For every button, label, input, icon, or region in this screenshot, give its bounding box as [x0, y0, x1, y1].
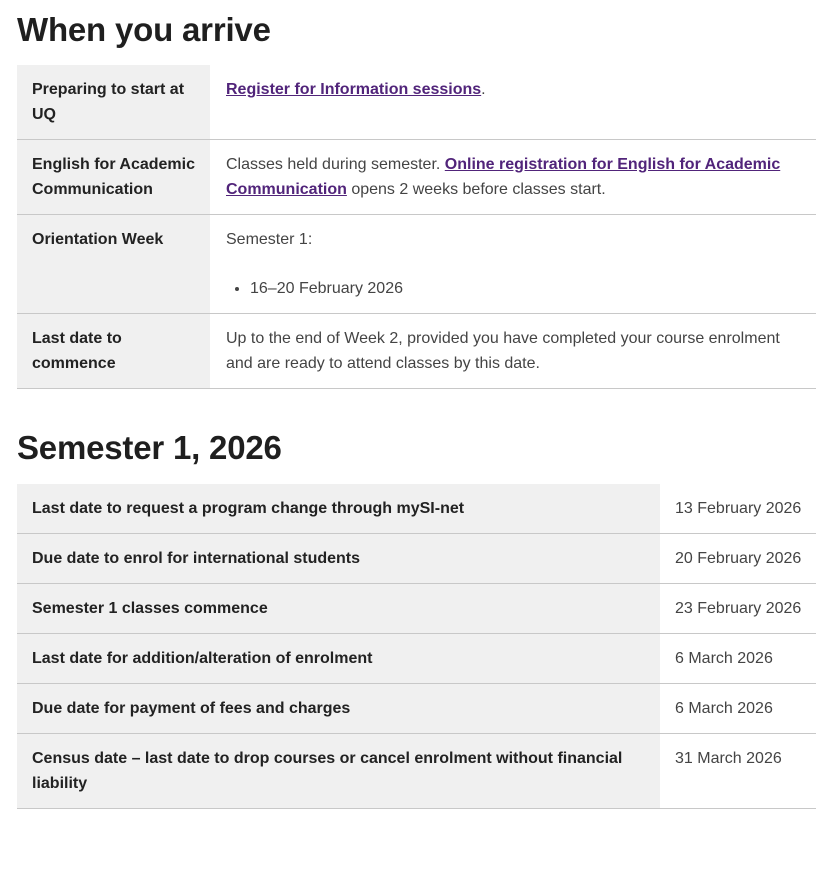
- orientation-semester-label: Semester 1:: [226, 231, 313, 248]
- row-date: 6 March 2026: [675, 650, 773, 667]
- semester-dates-table: [17, 484, 816, 809]
- table-row: [17, 734, 816, 809]
- row-label: Semester 1 classes commence: [17, 584, 660, 634]
- row-label: Due date to enrol for international students: [17, 534, 660, 584]
- row-date: 31 March 2026: [675, 750, 782, 767]
- table-row: [17, 534, 816, 584]
- english-intro-text: Classes held during semester.: [226, 156, 445, 173]
- link-suffix: .: [481, 81, 486, 98]
- table-row: [17, 584, 816, 634]
- table-row: [17, 140, 816, 215]
- row-label: Last date to request a program change through mySI-net: [17, 484, 660, 534]
- list-item: • 16–20 February 2026: [250, 276, 802, 301]
- row-date: 6 March 2026: [675, 700, 773, 717]
- row-label-preparing: Preparing to start at UQ: [17, 65, 210, 140]
- table-row: [17, 215, 816, 314]
- online-registration-link[interactable]: Online registration for English for Academic Communication: [226, 156, 781, 198]
- row-date: 20 February 2026: [675, 550, 802, 567]
- row-label: Last date for addition/alteration of enrolment: [17, 634, 660, 684]
- row-label-last-date: Last date to commence: [17, 314, 210, 389]
- table-row: [17, 314, 816, 389]
- row-label-orientation: Orientation Week: [17, 215, 210, 314]
- row-value-last-date: Up to the end of Week 2, provided you have completed your course enrolment and are ready to attend classes by this date.: [226, 330, 780, 372]
- row-value-english: [210, 140, 816, 215]
- table-row: [17, 634, 816, 684]
- row-date: 13 February 2026: [675, 500, 802, 517]
- row-value-preparing: [210, 65, 816, 140]
- table-row: [17, 65, 816, 140]
- orientation-dates-list: [226, 276, 802, 301]
- register-info-sessions-link[interactable]: Register for Information sessions: [226, 81, 482, 98]
- table-row: [17, 684, 816, 734]
- row-label-english: English for Academic Communication: [17, 140, 210, 215]
- row-label: Census date – last date to drop courses or cancel enrolment without financial liability: [17, 734, 660, 809]
- when-you-arrive-heading: When you arrive: [17, 11, 271, 48]
- row-value-orientation: [210, 215, 816, 314]
- english-outro-text: opens 2 weeks before classes start.: [346, 181, 606, 198]
- row-label: Due date for payment of fees and charges: [17, 684, 660, 734]
- when-you-arrive-table: [17, 65, 816, 389]
- semester-heading: Semester 1, 2026: [17, 429, 282, 466]
- row-date: 23 February 2026: [675, 600, 802, 617]
- table-row: [17, 484, 816, 534]
